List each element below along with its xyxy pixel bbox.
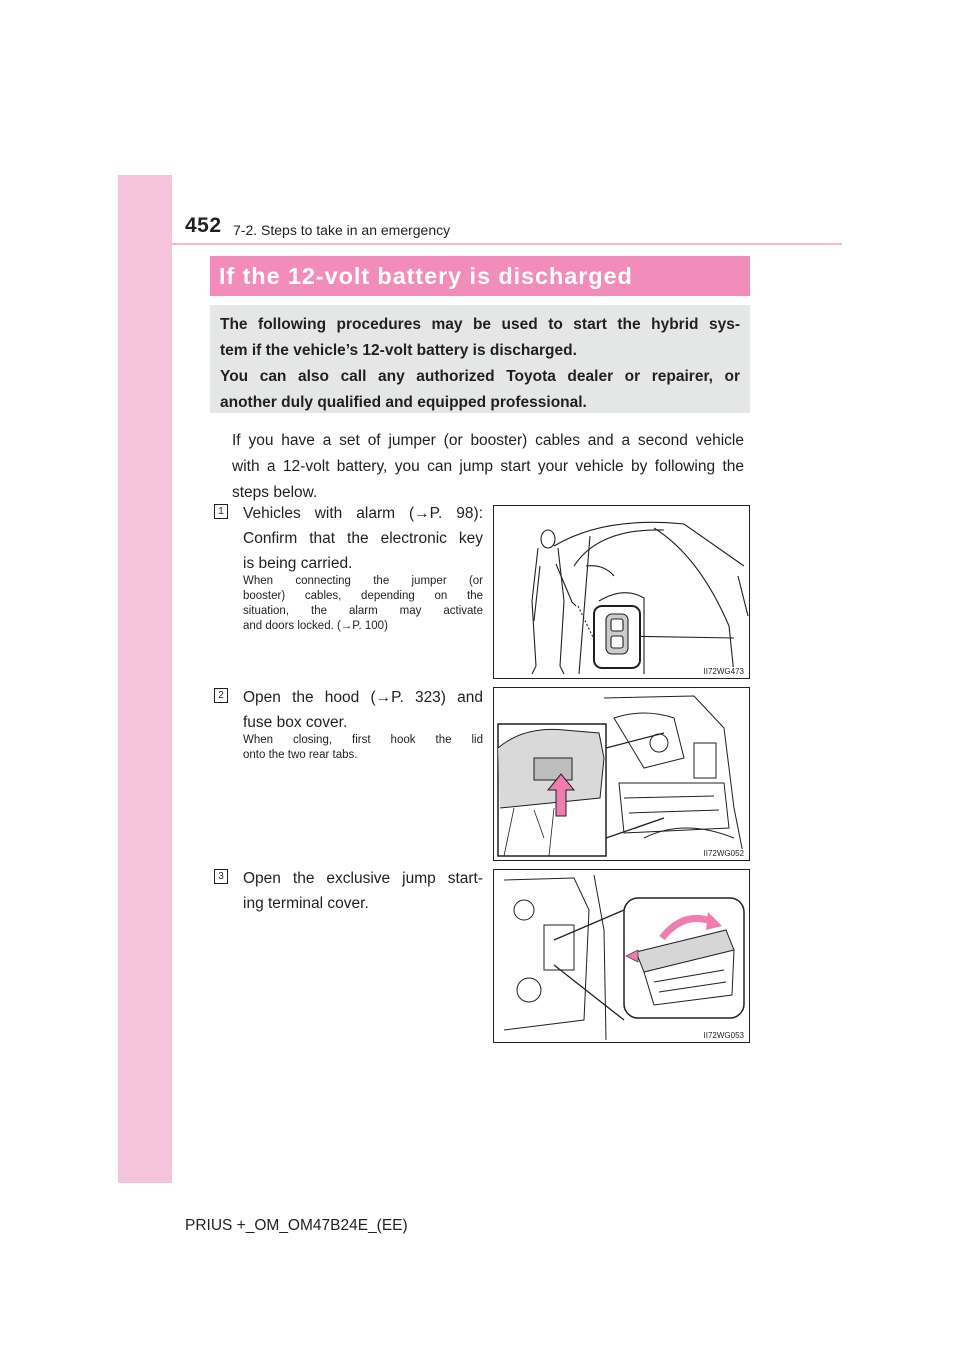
intro-line: tem if the vehicle’s 12-volt battery is discharged. xyxy=(220,342,577,359)
step-line: Open the exclusive jump start- xyxy=(243,870,483,887)
intro-line: The following procedures may be used to start the hybrid sys- xyxy=(220,316,740,333)
header-divider xyxy=(172,243,842,245)
illustration-person-car xyxy=(494,506,749,678)
note-line: onto the two rear tabs. xyxy=(243,749,358,761)
figure-jump-terminal xyxy=(493,869,750,1043)
page-title-bar xyxy=(210,256,750,296)
step-1-note xyxy=(243,574,483,634)
step-number-2: 2 xyxy=(214,688,228,703)
step-2-text xyxy=(243,685,483,735)
intro-box xyxy=(210,305,750,413)
page-title: If the 12-volt battery is discharged xyxy=(219,263,633,289)
step-line: fuse box cover. xyxy=(243,714,348,731)
intro-line: another duly qualified and equipped professional. xyxy=(220,394,587,411)
section-heading: 7-2. Steps to take in an emergency xyxy=(233,222,451,238)
step-2-note xyxy=(243,733,483,763)
illustration-engine-bay xyxy=(494,688,749,860)
intro-line: You can also call any authorized Toyota dealer or repairer, or xyxy=(220,368,740,385)
note-line: When connecting the jumper (or xyxy=(243,575,483,587)
figure-code: II72WG473 xyxy=(703,667,744,676)
illustration-terminal-cover xyxy=(494,870,749,1042)
figure-electronic-key xyxy=(493,505,750,679)
figure-code: II72WG053 xyxy=(703,1031,744,1040)
step-line: Confirm that the electronic key xyxy=(243,530,483,547)
step-line: Vehicles with alarm (→P. 98): xyxy=(243,505,483,522)
step-1-text xyxy=(243,501,483,576)
document-footer: PRIUS +_OM_OM47B24E_(EE) xyxy=(185,1217,408,1234)
note-line: When closing, first hook the lid xyxy=(243,734,483,746)
side-tab-band xyxy=(118,175,172,1183)
step-3-text xyxy=(243,866,483,916)
step-line: ing terminal cover. xyxy=(243,895,369,912)
figure-fuse-box xyxy=(493,687,750,861)
step-line: Open the hood (→P. 323) and xyxy=(243,689,483,706)
body-paragraph xyxy=(232,428,744,506)
note-line: situation, the alarm may activate xyxy=(243,605,483,617)
note-line: booster) cables, depending on the xyxy=(243,590,483,602)
body-line: with a 12-volt battery, you can jump start your vehicle by following the xyxy=(232,458,744,475)
note-line: and doors locked. (→P. 100) xyxy=(243,620,388,632)
body-line: If you have a set of jumper (or booster) cables and a second vehicle xyxy=(232,432,744,449)
step-line: is being carried. xyxy=(243,555,353,572)
step-number-1: 1 xyxy=(214,504,228,519)
page-number: 452 xyxy=(185,214,222,237)
step-number-3: 3 xyxy=(214,869,228,884)
body-line: steps below. xyxy=(232,484,318,501)
figure-code: II72WG052 xyxy=(703,849,744,858)
